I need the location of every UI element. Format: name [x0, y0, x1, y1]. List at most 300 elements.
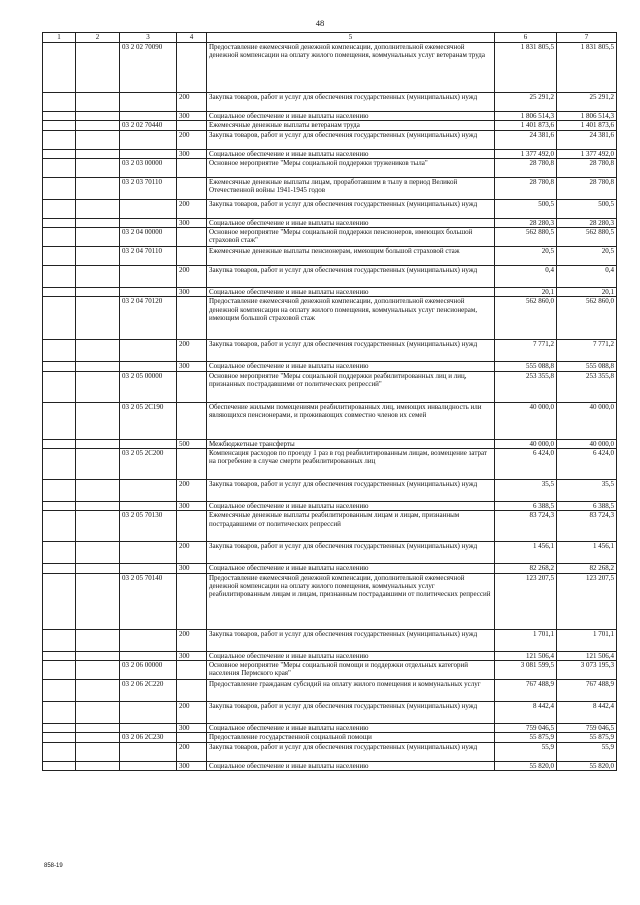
expense-type-cell: 300 [177, 149, 207, 158]
expense-type-cell [177, 247, 207, 266]
section-cell [43, 266, 76, 288]
target-code-cell [120, 542, 177, 564]
target-code-cell: 03 2 04 70110 [120, 247, 177, 266]
description-cell: Закупка товаров, работ и услуг для обеспечения государственных (муниципальных) нужд [207, 266, 495, 288]
table-row [43, 199, 617, 218]
amount-year2-cell: 55 875,9 [557, 733, 617, 742]
footer-code: 858-19 [44, 863, 63, 869]
amount-year1-cell: 28 280,3 [495, 218, 557, 227]
target-code-cell [120, 629, 177, 651]
amount-year2-cell: 3 073 195,3 [557, 660, 617, 679]
page-number: 48 [315, 18, 325, 28]
amount-year2-cell: 55,9 [557, 742, 617, 761]
subsection-cell [76, 297, 120, 340]
target-code-cell [120, 266, 177, 288]
subsection-cell [76, 511, 120, 542]
amount-year1-cell: 28 780,8 [495, 177, 557, 199]
target-code-cell: 03 2 05 2С190 [120, 402, 177, 439]
table-row [43, 371, 617, 402]
subsection-cell [76, 723, 120, 732]
description-cell: Ежемесячные денежные выплаты ветеранам труда [207, 121, 495, 130]
amount-year2-cell: 55 820,0 [557, 761, 617, 770]
section-cell [43, 93, 76, 112]
description-cell: Закупка товаров, работ и услуг для обеспечения государственных (муниципальных) нужд [207, 340, 495, 362]
amount-year1-cell: 82 268,2 [495, 564, 557, 573]
section-cell [43, 218, 76, 227]
section-cell [43, 199, 76, 218]
table-row [43, 177, 617, 199]
amount-year2-cell: 1 701,1 [557, 629, 617, 651]
subsection-cell [76, 266, 120, 288]
subsection-cell [76, 130, 120, 149]
amount-year2-cell: 253 355,8 [557, 371, 617, 402]
target-code-cell [120, 218, 177, 227]
amount-year2-cell: 121 506,4 [557, 651, 617, 660]
target-code-cell [120, 130, 177, 149]
target-code-cell [120, 701, 177, 723]
amount-year1-cell: 20,1 [495, 288, 557, 297]
expense-type-cell [177, 733, 207, 742]
target-code-cell: 03 2 03 00000 [120, 158, 177, 177]
amount-year1-cell: 8 442,4 [495, 701, 557, 723]
table-row [43, 93, 617, 112]
amount-year2-cell: 28 780,8 [557, 177, 617, 199]
amount-year2-cell: 500,5 [557, 199, 617, 218]
section-cell [43, 651, 76, 660]
amount-year1-cell: 55,9 [495, 742, 557, 761]
target-code-cell [120, 502, 177, 511]
subsection-cell [76, 371, 120, 402]
column-header-row [43, 33, 617, 43]
amount-year2-cell: 6 388,5 [557, 502, 617, 511]
description-cell: Закупка товаров, работ и услуг для обеспечения государственных (муниципальных) нужд [207, 629, 495, 651]
section-cell [43, 573, 76, 629]
amount-year2-cell: 1 456,1 [557, 542, 617, 564]
amount-year1-cell: 1 456,1 [495, 542, 557, 564]
expense-type-cell [177, 449, 207, 480]
section-cell [43, 449, 76, 480]
expense-type-cell: 500 [177, 439, 207, 448]
amount-year1-cell: 759 046,5 [495, 723, 557, 732]
table-row [43, 629, 617, 651]
amount-year1-cell: 562 880,5 [495, 228, 557, 247]
description-cell: Закупка товаров, работ и услуг для обеспечения государственных (муниципальных) нужд [207, 480, 495, 502]
description-cell: Предоставление государственной социальной помощи [207, 733, 495, 742]
section-cell [43, 502, 76, 511]
table-row [43, 297, 617, 340]
target-code-cell [120, 439, 177, 448]
target-code-cell: 03 2 05 2С200 [120, 449, 177, 480]
expense-type-cell: 300 [177, 502, 207, 511]
description-cell: Закупка товаров, работ и услуг для обеспечения государственных (муниципальных) нужд [207, 542, 495, 564]
expense-type-cell: 200 [177, 701, 207, 723]
subsection-cell [76, 660, 120, 679]
amount-year2-cell: 6 424,0 [557, 449, 617, 480]
table-row [43, 564, 617, 573]
description-cell: Основное мероприятие "Меры социальной поддержки реабилитированных лиц и лиц, признанных пострадавшими от политических репрессий" [207, 371, 495, 402]
amount-year1-cell: 1 377 492,0 [495, 149, 557, 158]
subsection-cell [76, 742, 120, 761]
description-cell: Основное мероприятие "Меры социальной помощи и поддержки отдельных категорий населения Пермского края" [207, 660, 495, 679]
amount-year1-cell: 767 488,9 [495, 679, 557, 701]
expense-type-cell: 200 [177, 340, 207, 362]
section-cell [43, 149, 76, 158]
description-cell: Предоставление ежемесячной денежной компенсации, дополнительной ежемесячной денежной компенсации на оплату жилого помещения, коммунальных услуг пенсионерам, имеющим большой страховой стаж [207, 297, 495, 340]
amount-year1-cell: 6 424,0 [495, 449, 557, 480]
expense-type-cell: 300 [177, 218, 207, 227]
subsection-cell [76, 362, 120, 371]
amount-year2-cell: 555 088,8 [557, 362, 617, 371]
amount-year2-cell: 24 381,6 [557, 130, 617, 149]
section-cell [43, 297, 76, 340]
amount-year2-cell: 767 488,9 [557, 679, 617, 701]
target-code-cell [120, 112, 177, 121]
description-cell: Основное мероприятие "Меры социальной поддержки пенсионеров, имеющих большой страховой стаж" [207, 228, 495, 247]
amount-year1-cell: 83 724,3 [495, 511, 557, 542]
amount-year1-cell: 253 355,8 [495, 371, 557, 402]
table-row [43, 130, 617, 149]
amount-year1-cell: 123 207,5 [495, 573, 557, 629]
subsection-cell [76, 402, 120, 439]
amount-year1-cell: 0,4 [495, 266, 557, 288]
subsection-cell [76, 288, 120, 297]
amount-year2-cell: 28 280,3 [557, 218, 617, 227]
table-row [43, 701, 617, 723]
amount-year1-cell: 35,5 [495, 480, 557, 502]
expense-type-cell [177, 660, 207, 679]
section-cell [43, 542, 76, 564]
amount-year1-cell: 1 831 805,5 [495, 43, 557, 93]
description-cell: Предоставление гражданам субсидий на оплату жилого помещения и коммунальных услуг [207, 679, 495, 701]
table-row [43, 733, 617, 742]
expense-type-cell [177, 679, 207, 701]
description-cell: Компенсация расходов по проезду 1 раз в год реабилитированным лицам, возмещение затрат на погребение в случае смерти реабилитированных лиц [207, 449, 495, 480]
column-header: 1 [43, 33, 76, 43]
target-code-cell: 03 2 06 2С230 [120, 733, 177, 742]
amount-year1-cell: 1 806 514,3 [495, 112, 557, 121]
amount-year2-cell: 20,5 [557, 247, 617, 266]
subsection-cell [76, 629, 120, 651]
subsection-cell [76, 761, 120, 770]
amount-year1-cell: 40 000,0 [495, 439, 557, 448]
table-row [43, 679, 617, 701]
subsection-cell [76, 112, 120, 121]
amount-year2-cell: 40 000,0 [557, 439, 617, 448]
target-code-cell [120, 651, 177, 660]
amount-year2-cell: 83 724,3 [557, 511, 617, 542]
expense-type-cell: 200 [177, 130, 207, 149]
expense-type-cell [177, 121, 207, 130]
column-header: 5 [207, 33, 495, 43]
amount-year1-cell: 1 701,1 [495, 629, 557, 651]
section-cell [43, 43, 76, 93]
section-cell [43, 371, 76, 402]
section-cell [43, 564, 76, 573]
table-row [43, 573, 617, 629]
table-row [43, 218, 617, 227]
amount-year1-cell: 121 506,4 [495, 651, 557, 660]
target-code-cell: 03 2 05 00000 [120, 371, 177, 402]
target-code-cell: 03 2 04 70120 [120, 297, 177, 340]
expense-type-cell [177, 228, 207, 247]
description-cell: Ежемесячные денежные выплаты пенсионерам, имеющим большой страховой стаж [207, 247, 495, 266]
table-row [43, 340, 617, 362]
target-code-cell [120, 564, 177, 573]
amount-year1-cell: 562 860,0 [495, 297, 557, 340]
subsection-cell [76, 449, 120, 480]
table-row [43, 247, 617, 266]
subsection-cell [76, 121, 120, 130]
table-row [43, 660, 617, 679]
target-code-cell: 03 2 02 70440 [120, 121, 177, 130]
target-code-cell: 03 2 05 70130 [120, 511, 177, 542]
section-cell [43, 439, 76, 448]
subsection-cell [76, 177, 120, 199]
expense-type-cell [177, 158, 207, 177]
description-cell: Обеспечение жилыми помещениями реабилитированных лиц, имеющих инвалидность или являющихся пенсионерами, и проживающих совместно членов их семей [207, 402, 495, 439]
description-cell: Закупка товаров, работ и услуг для обеспечения государственных (муниципальных) нужд [207, 199, 495, 218]
amount-year1-cell: 28 780,8 [495, 158, 557, 177]
table-row [43, 362, 617, 371]
description-cell: Социальное обеспечение и иные выплаты населению [207, 112, 495, 121]
target-code-cell [120, 761, 177, 770]
description-cell: Закупка товаров, работ и услуг для обеспечения государственных (муниципальных) нужд [207, 701, 495, 723]
amount-year1-cell: 555 088,8 [495, 362, 557, 371]
column-header: 2 [76, 33, 120, 43]
table-row [43, 511, 617, 542]
table-row [43, 158, 617, 177]
target-code-cell [120, 149, 177, 158]
expense-type-cell: 200 [177, 93, 207, 112]
description-cell: Межбюджетные трансферты [207, 439, 495, 448]
expense-type-cell [177, 177, 207, 199]
expense-type-cell: 200 [177, 629, 207, 651]
section-cell [43, 761, 76, 770]
description-cell: Социальное обеспечение и иные выплаты населению [207, 564, 495, 573]
subsection-cell [76, 43, 120, 93]
subsection-cell [76, 733, 120, 742]
subsection-cell [76, 701, 120, 723]
amount-year2-cell: 40 000,0 [557, 402, 617, 439]
amount-year1-cell: 20,5 [495, 247, 557, 266]
target-code-cell: 03 2 05 70140 [120, 573, 177, 629]
description-cell: Предоставление ежемесячной денежной компенсации, дополнительной ежемесячной денежной компенсации на оплату жилого помещения, коммунальных услуг ветеранам труда [207, 43, 495, 93]
budget-table [42, 32, 617, 771]
subsection-cell [76, 542, 120, 564]
section-cell [43, 701, 76, 723]
target-code-cell: 03 2 03 70110 [120, 177, 177, 199]
target-code-cell [120, 362, 177, 371]
section-cell [43, 679, 76, 701]
table-row [43, 761, 617, 770]
target-code-cell [120, 93, 177, 112]
section-cell [43, 130, 76, 149]
section-cell [43, 340, 76, 362]
description-cell: Предоставление ежемесячной денежной компенсации, дополнительной ежемесячной денежной компенсации на оплату жилого помещения, коммунальных услуг реабилитированным лицам и лицам, признанным пострадавшими от политических репрессий [207, 573, 495, 629]
description-cell: Социальное обеспечение и иные выплаты населению [207, 651, 495, 660]
section-cell [43, 480, 76, 502]
amount-year1-cell: 25 291,2 [495, 93, 557, 112]
section-cell [43, 629, 76, 651]
amount-year2-cell: 1 806 514,3 [557, 112, 617, 121]
expense-type-cell: 300 [177, 288, 207, 297]
amount-year2-cell: 1 831 805,5 [557, 43, 617, 93]
subsection-cell [76, 228, 120, 247]
description-cell: Основное мероприятие "Меры социальной поддержки тружеников тыла" [207, 158, 495, 177]
subsection-cell [76, 502, 120, 511]
table-row [43, 288, 617, 297]
subsection-cell [76, 573, 120, 629]
target-code-cell [120, 199, 177, 218]
expense-type-cell [177, 43, 207, 93]
amount-year2-cell: 82 268,2 [557, 564, 617, 573]
table-body [43, 43, 617, 771]
amount-year1-cell: 7 771,2 [495, 340, 557, 362]
table-row [43, 542, 617, 564]
expense-type-cell [177, 297, 207, 340]
section-cell [43, 660, 76, 679]
expense-type-cell: 300 [177, 651, 207, 660]
expense-type-cell: 300 [177, 112, 207, 121]
table-row [43, 149, 617, 158]
expense-type-cell [177, 402, 207, 439]
subsection-cell [76, 679, 120, 701]
expense-type-cell: 200 [177, 266, 207, 288]
amount-year1-cell: 1 401 873,6 [495, 121, 557, 130]
table-row [43, 723, 617, 732]
target-code-cell: 03 2 06 2С220 [120, 679, 177, 701]
table-row [43, 480, 617, 502]
amount-year2-cell: 35,5 [557, 480, 617, 502]
section-cell [43, 733, 76, 742]
expense-type-cell: 200 [177, 199, 207, 218]
section-cell [43, 177, 76, 199]
amount-year2-cell: 759 046,5 [557, 723, 617, 732]
amount-year2-cell: 123 207,5 [557, 573, 617, 629]
expense-type-cell [177, 371, 207, 402]
column-header: 7 [557, 33, 617, 43]
section-cell [43, 402, 76, 439]
subsection-cell [76, 199, 120, 218]
description-cell: Социальное обеспечение и иные выплаты населению [207, 723, 495, 732]
target-code-cell: 03 2 02 70090 [120, 43, 177, 93]
target-code-cell [120, 480, 177, 502]
description-cell: Социальное обеспечение и иные выплаты населению [207, 502, 495, 511]
expense-type-cell: 200 [177, 542, 207, 564]
section-cell [43, 121, 76, 130]
expense-type-cell [177, 573, 207, 629]
amount-year2-cell: 28 780,8 [557, 158, 617, 177]
section-cell [43, 228, 76, 247]
table-row [43, 651, 617, 660]
subsection-cell [76, 158, 120, 177]
subsection-cell [76, 218, 120, 227]
table-row [43, 112, 617, 121]
amount-year1-cell: 3 081 599,5 [495, 660, 557, 679]
section-cell [43, 158, 76, 177]
subsection-cell [76, 439, 120, 448]
description-cell: Социальное обеспечение и иные выплаты населению [207, 149, 495, 158]
section-cell [43, 288, 76, 297]
description-cell: Социальное обеспечение и иные выплаты населению [207, 288, 495, 297]
subsection-cell [76, 93, 120, 112]
section-cell [43, 723, 76, 732]
table-row [43, 266, 617, 288]
amount-year1-cell: 500,5 [495, 199, 557, 218]
expense-type-cell: 300 [177, 564, 207, 573]
section-cell [43, 112, 76, 121]
amount-year2-cell: 1 401 873,6 [557, 121, 617, 130]
description-cell: Социальное обеспечение и иные выплаты населению [207, 761, 495, 770]
amount-year1-cell: 55 875,9 [495, 733, 557, 742]
column-header: 3 [120, 33, 177, 43]
subsection-cell [76, 247, 120, 266]
subsection-cell [76, 564, 120, 573]
column-header: 6 [495, 33, 557, 43]
amount-year1-cell: 6 388,5 [495, 502, 557, 511]
column-header: 4 [177, 33, 207, 43]
amount-year2-cell: 25 291,2 [557, 93, 617, 112]
expense-type-cell: 200 [177, 480, 207, 502]
description-cell: Социальное обеспечение и иные выплаты населению [207, 218, 495, 227]
target-code-cell: 03 2 04 00000 [120, 228, 177, 247]
expense-type-cell: 300 [177, 761, 207, 770]
target-code-cell [120, 742, 177, 761]
section-cell [43, 362, 76, 371]
description-cell: Закупка товаров, работ и услуг для обеспечения государственных (муниципальных) нужд [207, 130, 495, 149]
target-code-cell [120, 340, 177, 362]
amount-year2-cell: 20,1 [557, 288, 617, 297]
table-row [43, 228, 617, 247]
expense-type-cell: 300 [177, 723, 207, 732]
amount-year1-cell: 40 000,0 [495, 402, 557, 439]
amount-year2-cell: 7 771,2 [557, 340, 617, 362]
target-code-cell [120, 723, 177, 732]
section-cell [43, 742, 76, 761]
amount-year2-cell: 0,4 [557, 266, 617, 288]
description-cell: Закупка товаров, работ и услуг для обеспечения государственных (муниципальных) нужд [207, 93, 495, 112]
amount-year2-cell: 562 880,5 [557, 228, 617, 247]
table-row [43, 449, 617, 480]
target-code-cell [120, 288, 177, 297]
subsection-cell [76, 149, 120, 158]
description-cell: Ежемесячные денежные выплаты реабилитированным лицам и лицам, признанным пострадавшими от политических репрессий [207, 511, 495, 542]
description-cell: Закупка товаров, работ и услуг для обеспечения государственных (муниципальных) нужд [207, 742, 495, 761]
table-row [43, 43, 617, 93]
table-row [43, 121, 617, 130]
subsection-cell [76, 340, 120, 362]
section-cell [43, 247, 76, 266]
table-row [43, 502, 617, 511]
section-cell [43, 511, 76, 542]
expense-type-cell [177, 511, 207, 542]
table-row [43, 439, 617, 448]
amount-year2-cell: 8 442,4 [557, 701, 617, 723]
amount-year1-cell: 24 381,6 [495, 130, 557, 149]
expense-type-cell: 300 [177, 362, 207, 371]
description-cell: Ежемесячные денежные выплаты лицам, проработавшим в тылу в период Великой Отечественной войны 1941-1945 годов [207, 177, 495, 199]
amount-year2-cell: 1 377 492,0 [557, 149, 617, 158]
amount-year2-cell: 562 860,0 [557, 297, 617, 340]
table-row [43, 402, 617, 439]
expense-type-cell: 200 [177, 742, 207, 761]
subsection-cell [76, 480, 120, 502]
target-code-cell: 03 2 06 00000 [120, 660, 177, 679]
description-cell: Социальное обеспечение и иные выплаты населению [207, 362, 495, 371]
subsection-cell [76, 651, 120, 660]
table-row [43, 742, 617, 761]
amount-year1-cell: 55 820,0 [495, 761, 557, 770]
